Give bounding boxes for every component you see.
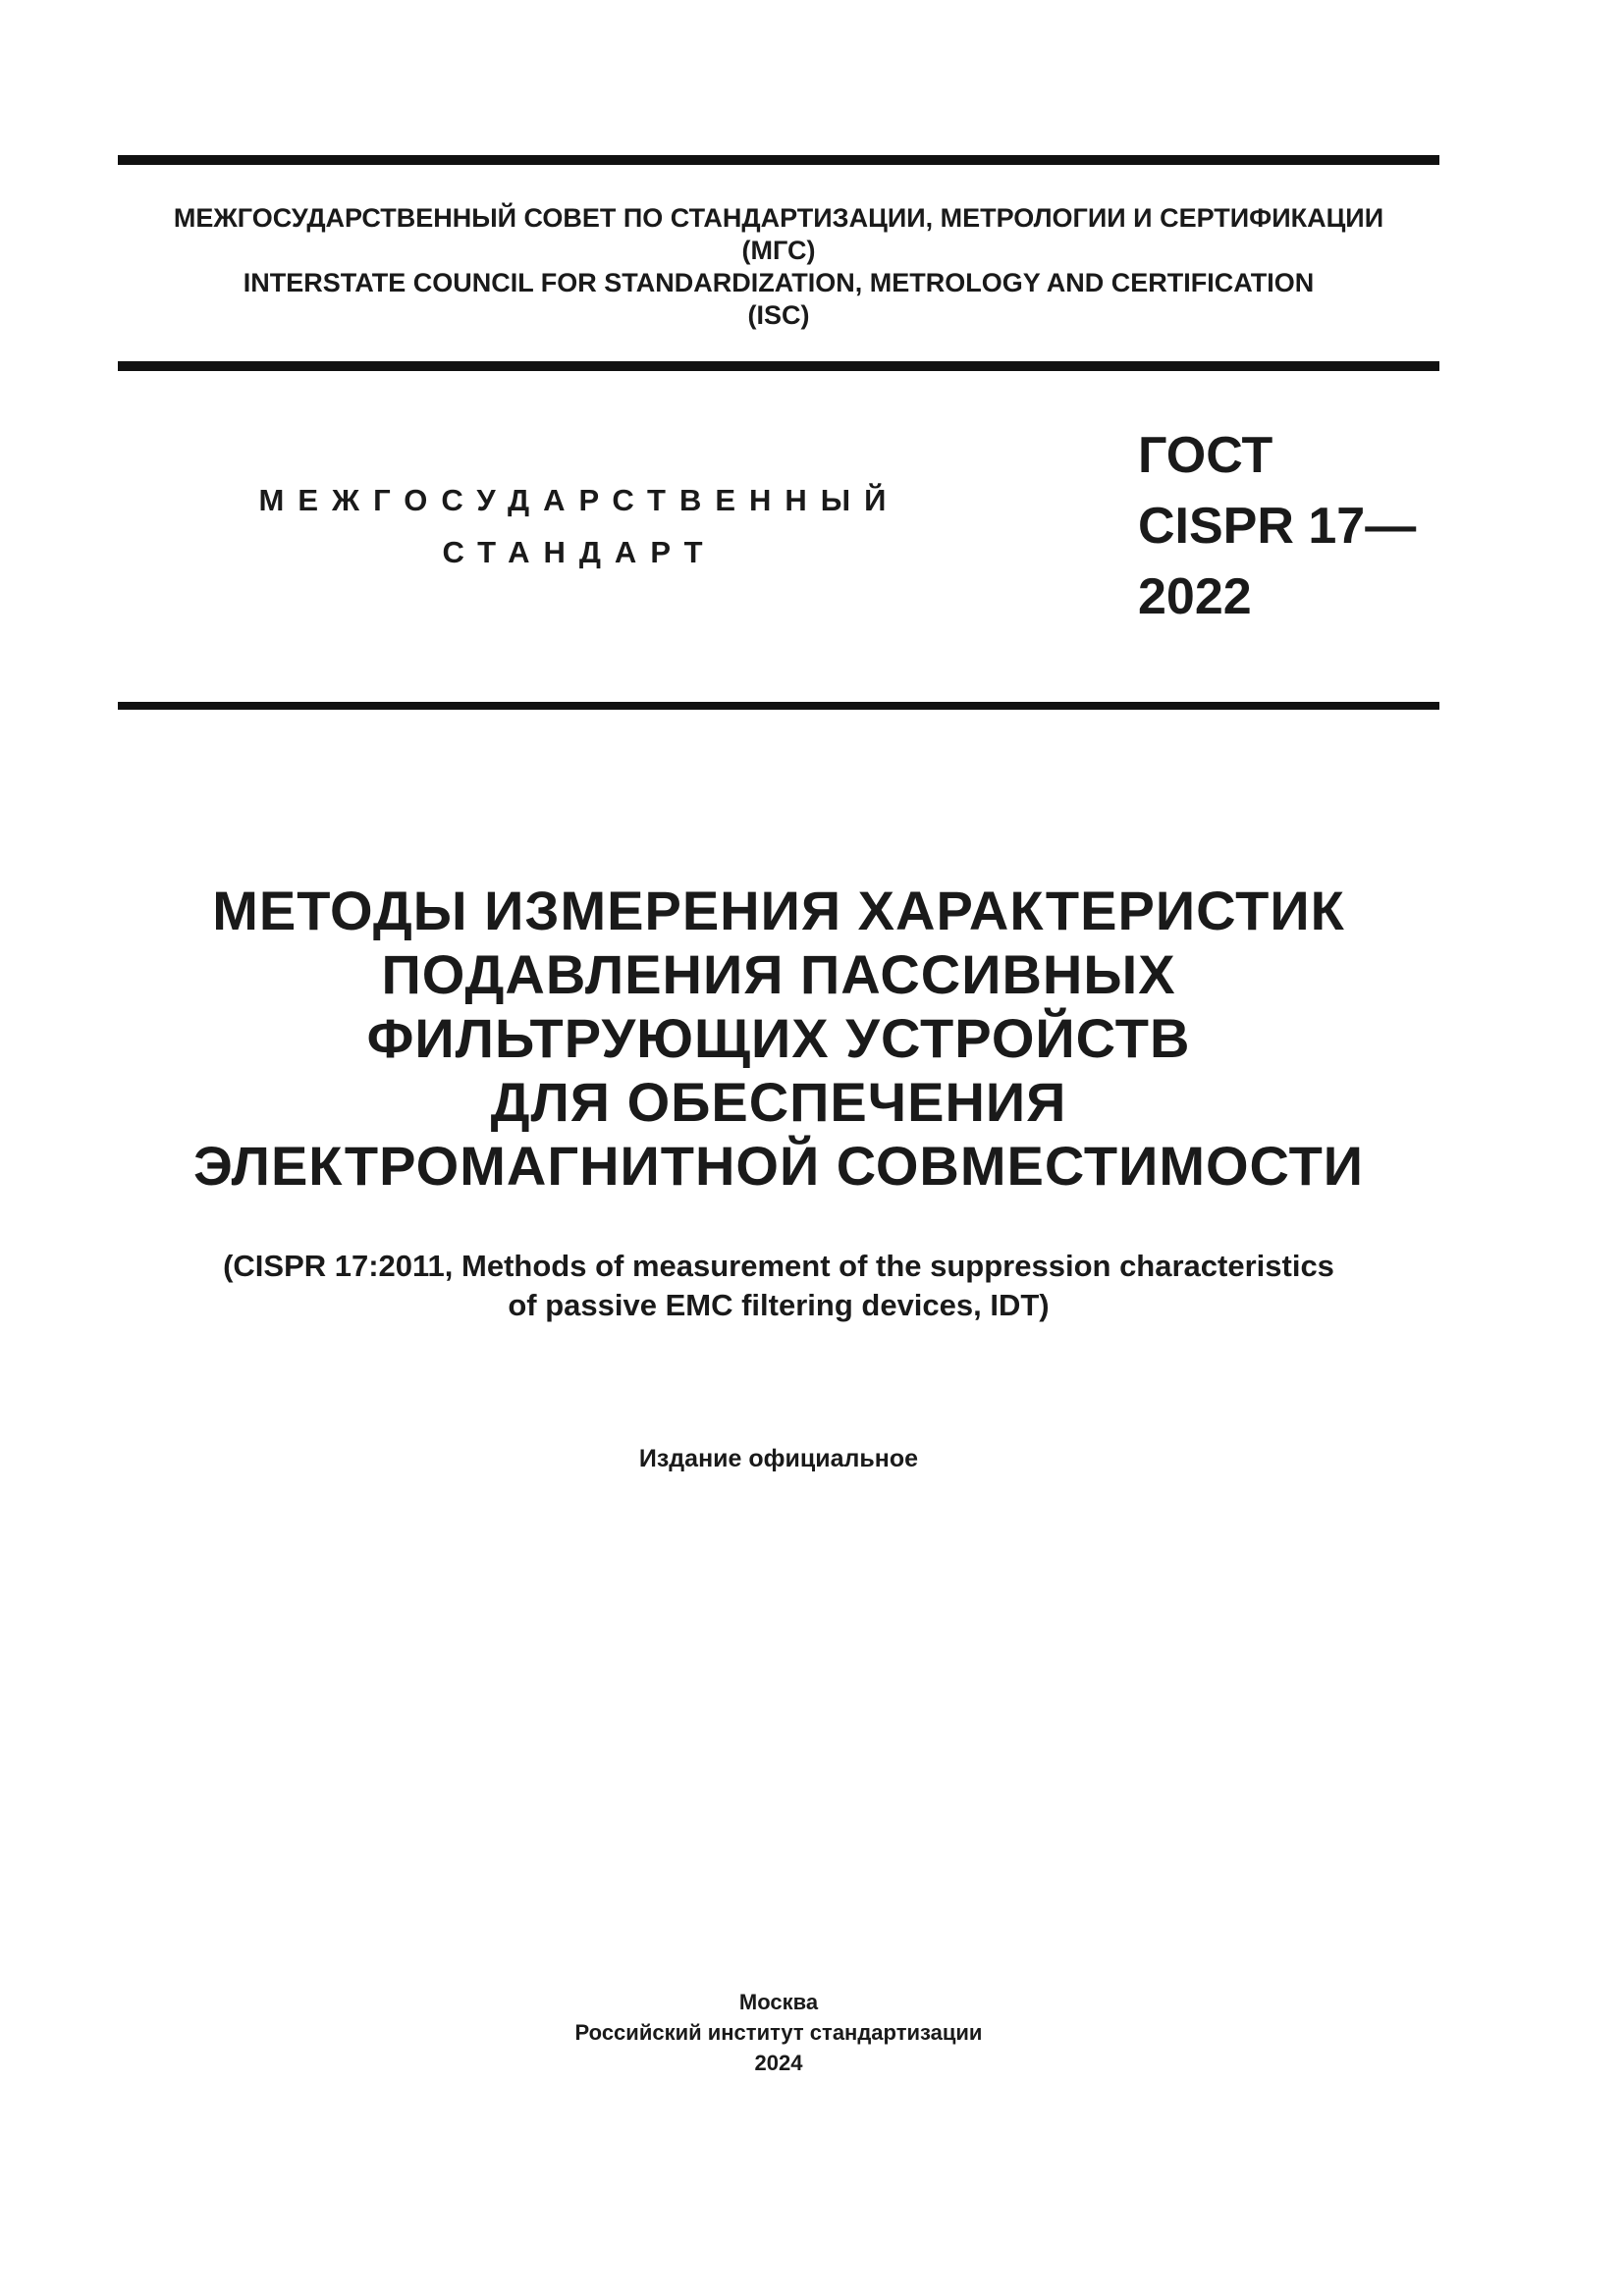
imprint xyxy=(118,1987,1439,2078)
imprint-publisher: Российский институт стандартизации xyxy=(574,2020,983,2045)
edition-label: Издание официальное xyxy=(638,1445,919,1472)
title-line: ПОДАВЛЕНИЯ ПАССИВНЫХ xyxy=(381,943,1176,1005)
imprint-year: 2024 xyxy=(754,2051,803,2075)
document-title xyxy=(118,879,1439,1198)
title-line: МЕТОДЫ ИЗМЕРЕНИЯ ХАРАКТЕРИСТИК xyxy=(212,880,1345,941)
standard-kind-line1: МЕЖГОСУДАРСТВЕННЫЙ xyxy=(258,483,900,517)
title-line: ДЛЯ ОБЕСПЕЧЕНИЯ xyxy=(490,1071,1067,1133)
council-name-ru: МЕЖГОСУДАРСТВЕННЫЙ СОВЕТ ПО СТАНДАРТИЗАЦИИ, МЕТРОЛОГИИ И СЕРТИФИКАЦИИ xyxy=(173,203,1384,233)
standard-designation xyxy=(1138,420,1452,632)
council-header xyxy=(118,202,1439,332)
standard-kind xyxy=(245,474,913,578)
title-line: ФИЛЬТРУЮЩИХ УСТРОЙСТВ xyxy=(366,1007,1191,1069)
top-divider xyxy=(118,155,1439,165)
designation-line1: ГОСТ xyxy=(1138,427,1273,484)
reference-line1: (CISPR 17:2011, Methods of measurement of the suppression characteristics xyxy=(223,1249,1334,1283)
council-abbr-ru: (МГС) xyxy=(741,236,816,265)
reference-line2: of passive EMC filtering devices, IDT) xyxy=(508,1288,1050,1322)
designation-line3: 2022 xyxy=(1138,568,1252,625)
designation-line2: CISPR 17— xyxy=(1138,498,1417,555)
bottom-divider xyxy=(118,702,1439,710)
international-reference xyxy=(118,1247,1439,1325)
title-line: ЭЛЕКТРОМАГНИТНОЙ СОВМЕСТИМОСТИ xyxy=(192,1135,1365,1197)
council-name-en: INTERSTATE COUNCIL FOR STANDARDIZATION, METROLOGY AND CERTIFICATION xyxy=(243,268,1315,297)
imprint-city: Москва xyxy=(738,1990,819,2014)
standard-kind-line2: СТАНДАРТ xyxy=(442,535,717,569)
council-abbr-en: (ISC) xyxy=(747,300,810,330)
middle-divider xyxy=(118,361,1439,371)
